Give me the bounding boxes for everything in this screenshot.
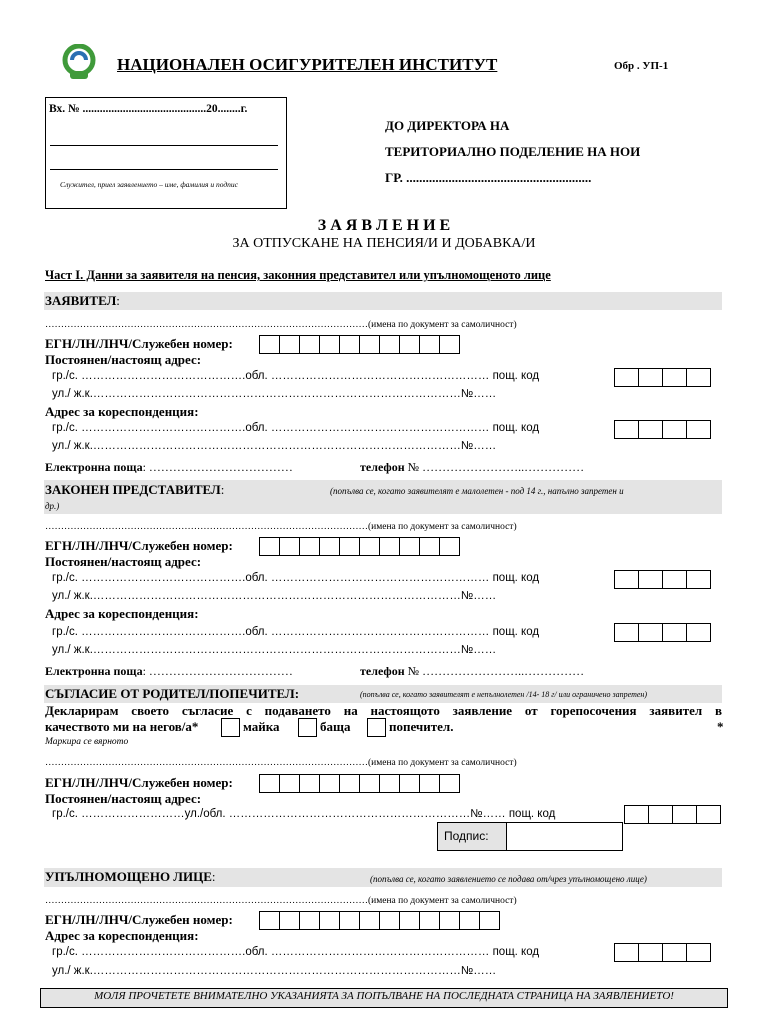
part1-heading: Част І. Данни за заявителя на пенсия, законния представител или упълномощеното лице [45, 268, 551, 282]
applicant-corr-city-line[interactable]: гр./с. …………………………………….обл. ………………………………………………… пощ. код [52, 422, 540, 434]
addressee-line-1: ДО ДИРЕКТОРА НА [385, 118, 510, 133]
option-guardian-label: попечител. [389, 719, 454, 734]
legal-rep-perm-addr-label: Постоянен/настоящ адрес: [45, 554, 202, 569]
proxy-corr-postcode-boxes[interactable] [614, 943, 711, 962]
legal-rep-name-line[interactable]: …………………………………………………………………………………………(имена по документ за самоличност) [45, 522, 517, 532]
applicant-name-line[interactable]: …………………………………………………………………………………………(имена по документ за самоличност) [45, 320, 517, 330]
checkbox-mother[interactable] [221, 718, 240, 737]
consent-note: (попълва се, когато заявителят е непълнолетен /14- 18 г/ или ограничено запретен) [360, 690, 648, 699]
legal-rep-phone-label: телефон [360, 664, 405, 678]
signature-label: Подпис: [444, 829, 489, 843]
proxy-heading-colon: : [211, 869, 216, 884]
registry-blank-line-2 [50, 169, 278, 170]
legal-rep-corr-postcode-boxes[interactable] [614, 623, 711, 642]
legal-rep-corr-street-line[interactable]: ул./ ж.к.……………………………………………………………………………………№…… [52, 644, 497, 656]
applicant-email-label: Електронна поща [45, 460, 143, 474]
legal-rep-email-dots[interactable]: : ……………………………… [142, 664, 293, 678]
consent-postcode-boxes[interactable] [624, 805, 721, 824]
consent-mark-note: Маркира се вярното [45, 737, 129, 747]
form-code: Обр . УП-1 [614, 60, 669, 72]
proxy-corr-city-line[interactable]: гр./с. …………………………………….обл. ………………………………………………… пощ. код [52, 946, 540, 958]
proxy-heading [45, 869, 216, 885]
registry-blank-line-1 [50, 145, 278, 146]
legal-rep-email-label: Електронна поща [45, 664, 143, 678]
legal-rep-egn-label: ЕГН/ЛН/ЛНЧ/Служебен номер: [45, 538, 233, 553]
proxy-name-line[interactable]: …………………………………………………………………………………………(имена по документ за самоличност) [45, 896, 517, 906]
consent-declaration-line-2: качеството ми на негов/а* [45, 719, 199, 734]
checkbox-guardian[interactable] [367, 718, 386, 737]
legal-rep-egn-boxes[interactable] [259, 537, 460, 556]
noi-logo [62, 44, 96, 80]
option-father-label: баща [320, 719, 351, 734]
applicant-corr-postcode-boxes[interactable] [614, 420, 711, 439]
applicant-egn-boxes[interactable] [259, 335, 460, 354]
applicant-corr-street-line[interactable]: ул./ ж.к.……………………………………………………………………………………№…… [52, 440, 497, 452]
legal-rep-phone-line[interactable] [360, 664, 584, 679]
legal-rep-corr-addr-label: Адрес за кореспонденция: [45, 606, 199, 621]
proxy-egn-boxes[interactable] [259, 911, 500, 930]
applicant-perm-street-line[interactable]: ул./ ж.к.……………………………………………………………………………………№…… [52, 388, 497, 400]
institute-name: НАЦИОНАЛЕН ОСИГУРИТЕЛЕН ИНСТИТУТ [117, 55, 498, 74]
applicant-perm-city-line[interactable]: гр./с. …………………………………….обл. ………………………………………………… пощ. код [52, 370, 540, 382]
legal-rep-note-1: (попълва се, когато заявителят е малолетен - под 14 г., напълно запретен и [330, 486, 624, 496]
registry-number-line: Вх. № ...........................................20........г. [49, 103, 248, 115]
legal-rep-contact-line[interactable] [45, 664, 293, 679]
document-subtitle: ЗА ОТПУСКАНЕ НА ПЕНСИЯ/И И ДОБАВКА/И [232, 236, 536, 251]
applicant-heading-colon: : [116, 293, 120, 308]
legal-rep-perm-city-line[interactable]: гр./с. …………………………………….обл. ………………………………………………… пощ. код [52, 572, 540, 584]
signature-box[interactable] [437, 822, 623, 851]
applicant-corr-addr-label: Адрес за кореспонденция: [45, 404, 199, 419]
legal-rep-perm-street-line[interactable]: ул./ ж.к.……………………………………………………………………………………№…… [52, 590, 497, 602]
addressee-line-2: ТЕРИТОРИАЛНО ПОДЕЛЕНИЕ НА НОИ [385, 144, 641, 159]
applicant-contact-line[interactable] [45, 460, 293, 475]
applicant-heading-text: ЗАЯВИТЕЛ [45, 293, 117, 308]
legal-rep-note-2: др.) [45, 501, 60, 511]
addressee-line-3: ГР. ......................................................... [385, 170, 592, 185]
proxy-corr-street-line[interactable]: ул./ ж.к.……………………………………………………………………………………№…… [52, 965, 497, 977]
legal-rep-corr-city-line[interactable]: гр./с. …………………………………….обл. ………………………………………………… пощ. код [52, 626, 540, 638]
consent-name-line[interactable]: …………………………………………………………………………………………(имена по документ за самоличност) [45, 758, 517, 768]
document-title: З А Я В Л Е Н И Е [317, 217, 451, 234]
proxy-egn-label: ЕГН/ЛН/ЛНЧ/Служебен номер: [45, 912, 233, 927]
applicant-phone-dots[interactable]: № ……………………..…………… [404, 460, 585, 474]
legal-rep-phone-dots[interactable]: № ……………………..…………… [404, 664, 585, 678]
consent-egn-boxes[interactable] [259, 774, 460, 793]
applicant-email-dots[interactable]: : ……………………………… [142, 460, 293, 474]
consent-city-line[interactable]: гр./с. ………………………ул./обл. ………………………………………………………№…… пощ. код [52, 808, 556, 820]
applicant-egn-label: ЕГН/ЛН/ЛНЧ/Служебен номер: [45, 336, 233, 351]
option-mother-label: майка [243, 719, 280, 734]
applicant-phone-label: телефон [360, 460, 405, 474]
applicant-band [44, 292, 722, 310]
consent-perm-addr-label: Постоянен/настоящ адрес: [45, 791, 202, 806]
applicant-phone-line[interactable] [360, 460, 584, 475]
legal-rep-heading [45, 482, 224, 498]
registry-caption: Служител, приел заявлението – име, фамилия и подпис [60, 180, 238, 189]
footer-notice: МОЛЯ ПРОЧЕТЕТЕ ВНИМАТЕЛНО УКАЗАНИЯТА ЗА ПОПЪЛВАНЕ НА ПОСЛЕДНАТА СТРАНИЦА НА ЗАЯВЛЕНИЕТО! [94, 990, 674, 1002]
legal-rep-heading-colon: : [220, 482, 225, 497]
consent-star: * [717, 719, 724, 734]
consent-declaration-line-1: Декларирам своето съгласие с подаването на настоящото заявление от горепосочения заявител в [45, 703, 722, 718]
proxy-note: (попълва се, когато заявлението се подава от/чрез упълномощено лице) [370, 874, 647, 884]
noi-logo-icon [62, 44, 96, 80]
proxy-heading-text: УПЪЛНОМОЩЕНО ЛИЦЕ [45, 869, 212, 884]
applicant-perm-postcode-boxes[interactable] [614, 368, 711, 387]
legal-rep-perm-postcode-boxes[interactable] [614, 570, 711, 589]
applicant-perm-addr-label: Постоянен/настоящ адрес: [45, 352, 202, 367]
consent-heading: СЪГЛАСИЕ ОТ РОДИТЕЛ/ПОПЕЧИТЕЛ: [45, 686, 300, 701]
checkbox-father[interactable] [298, 718, 317, 737]
applicant-heading [45, 293, 120, 309]
proxy-corr-addr-label: Адрес за кореспонденция: [45, 928, 199, 943]
legal-rep-heading-text: ЗАКОНЕН ПРЕДСТАВИТЕЛ [45, 482, 221, 497]
consent-egn-label: ЕГН/ЛН/ЛНЧ/Служебен номер: [45, 775, 233, 790]
